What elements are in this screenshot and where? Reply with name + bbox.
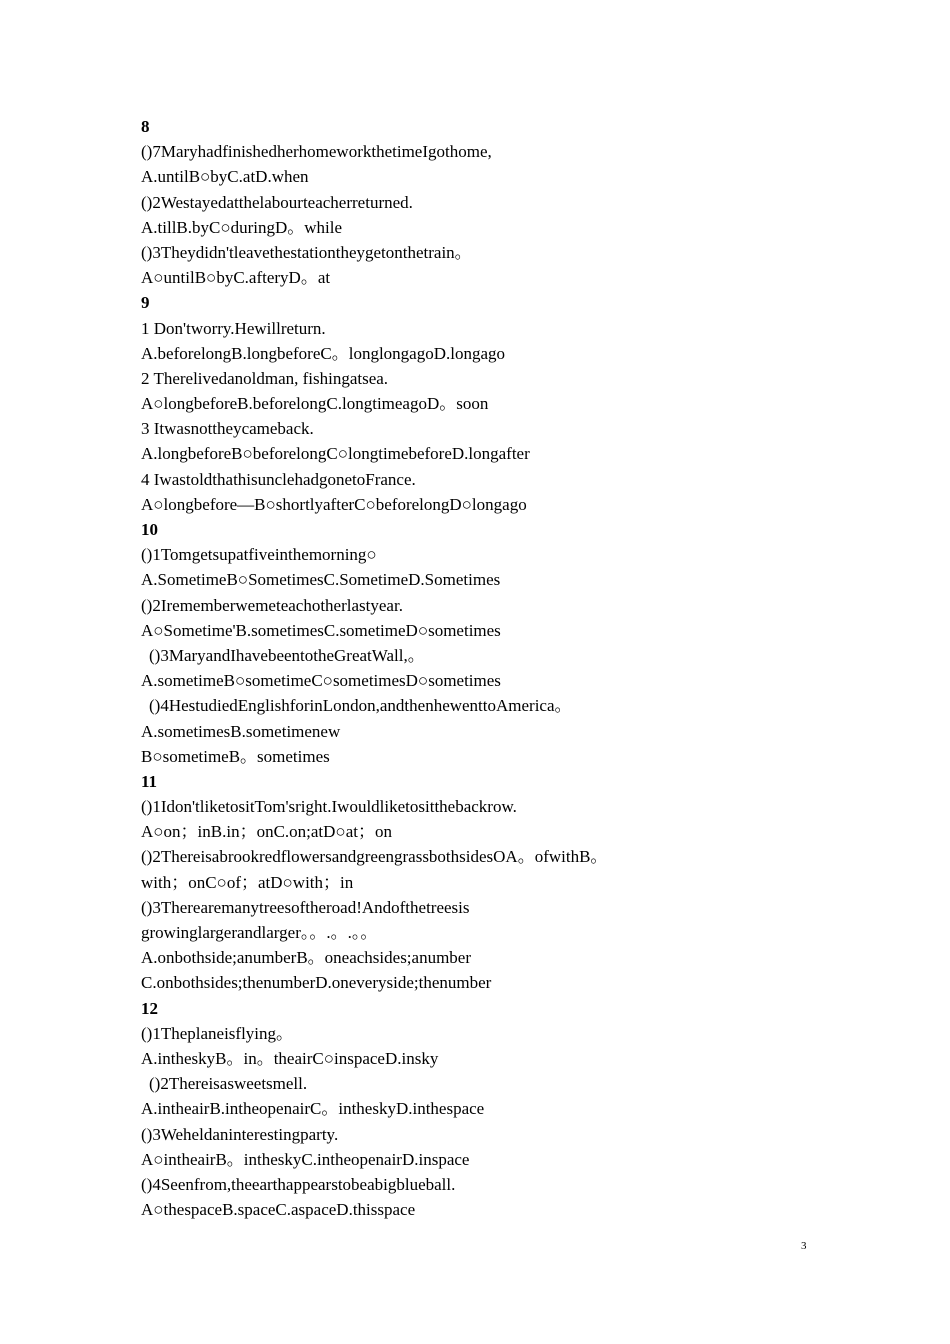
text-line: A.beforelongB.longbeforeC。longlongagoD.longago	[141, 343, 506, 363]
text-line: ()7MaryhadfinishedherhomeworkthetimeIgothome,	[141, 142, 492, 162]
text-line: ()3Weheldaninterestingparty.	[141, 1124, 339, 1144]
section-heading: 12	[141, 998, 158, 1018]
text-line: ()2Westayedatthelabourteacherreturned.	[141, 192, 413, 212]
text-line: A○intheairB。intheskyC.intheopenairD.inspace	[141, 1149, 470, 1169]
text-line: A○on；inB.in；onC.on;atD○at；on	[141, 822, 392, 842]
text-line: A.intheskyB。in。theairC○inspaceD.insky	[141, 1048, 439, 1068]
text-line: A.sometimesB.sometimenew	[141, 721, 341, 741]
text-line: ()2Thereisasweetsmell.	[149, 1074, 308, 1094]
section-heading: 9	[141, 293, 150, 313]
text-line: A○longbefore—B○shortlyafterC○beforelongD○longago	[141, 494, 527, 514]
text-line: A○longbeforeB.beforelongC.longtimeagoD。soon	[141, 394, 489, 414]
text-line: ()2Irememberwemeteachotherlastyear.	[141, 595, 403, 615]
text-line: A.untilB○byC.atD.when	[141, 167, 309, 187]
section-heading: 10	[141, 520, 158, 539]
text-line: A○Sometime'B.sometimesC.sometimeD○sometimes	[141, 620, 501, 640]
text-line: A.intheairB.intheopenairC。intheskyD.inthespace	[141, 1099, 485, 1119]
section-heading: 11	[141, 771, 158, 791]
text-line: ()3Theydidn'tleavethestationtheygetonthetrain。	[141, 242, 472, 262]
text-line: ()3MaryandIhavebeentotheGreatWall,。	[149, 645, 425, 665]
text-line: A○untilB○byC.afteryD。at	[141, 268, 331, 288]
section-heading: 8	[141, 117, 150, 136]
text-line: with；onC○of；atD○with；in	[141, 872, 354, 892]
text-line: A.tillB.byC○duringD。while	[141, 217, 343, 237]
text-line: ()2ThereisabrookredflowersandgreengrassbothsidesОA。ofwithB。	[141, 847, 608, 867]
text-line: ()1Idon'tliketositTom'sright.Iwouldliketositthebackrow.	[141, 797, 517, 817]
text-line: 4 IwastoldthathisunclehadgonetoFrance.	[141, 469, 416, 489]
text-line: A○thespaceB.spaceC.aspaceD.thisspace	[141, 1200, 416, 1220]
document-body	[141, 114, 861, 1222]
text-line: ()3Therearemanytreesoftheroad!Andofthetreesis	[141, 897, 470, 917]
text-line: ()1Theplaneisflying。	[141, 1023, 294, 1043]
text-line: A.SometimeB○SometimesC.SometimeD.Sometimes	[141, 570, 501, 590]
text-line: 2 Therelivedanoldman, fishingatsea.	[141, 368, 389, 388]
text-line: 1 Don'tworry.Hewillreturn.	[141, 318, 326, 338]
text-line: A.longbeforeB○beforelongC○longtimebeforeD.longafter	[141, 444, 530, 464]
text-line: ()4HestudiedEnglishforinLondon,andthenhewenttoAmerica。	[149, 696, 572, 716]
text-line: A.sometimeB○sometimeC○sometimesD○sometimes	[141, 671, 501, 691]
text-line: 3 Itwasnottheycameback.	[141, 419, 314, 439]
text-line: B○sometimeB。sometimes	[141, 746, 330, 766]
text-line: ()1Tomgetsupatfiveinthemorning○	[141, 545, 377, 565]
text-line: ()4Seenfrom,theearthappearstobeabigblueball.	[141, 1174, 456, 1194]
text-line: C.onbothsides;thenumberD.oneveryside;thenumber	[141, 973, 492, 993]
text-line: growinglargerandlarger。。.。.。。	[141, 923, 378, 942]
page-number: 3	[801, 1240, 807, 1252]
text-line: A.onbothside;anumberB。oneachsides;anumber	[141, 948, 472, 968]
